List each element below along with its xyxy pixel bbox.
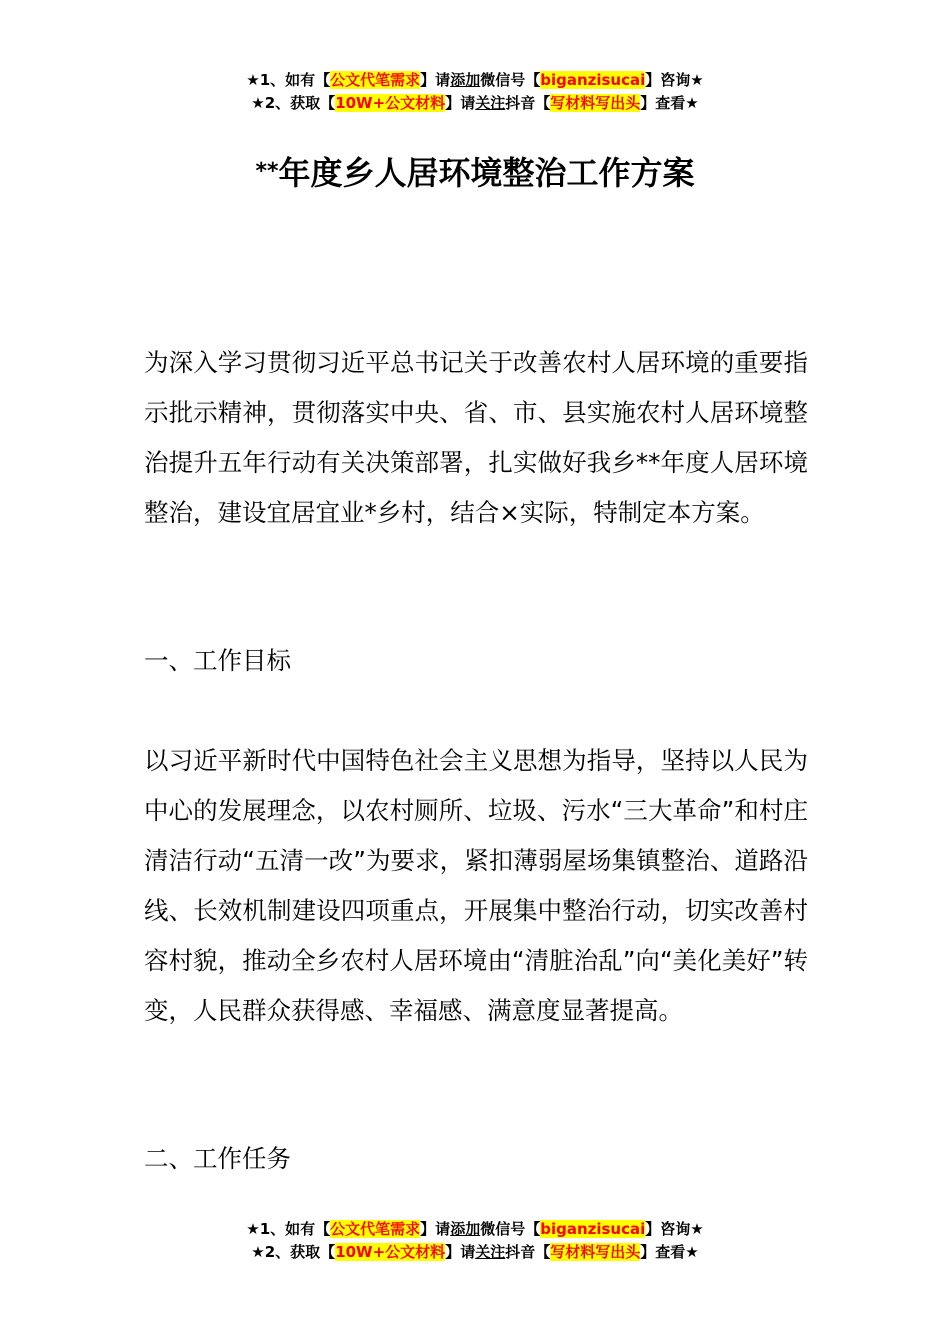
promo-line-1 xyxy=(0,1218,950,1241)
promo-line-2 xyxy=(0,92,950,115)
promo-highlight-ghostwriting: 公文代笔需求 xyxy=(330,1220,421,1238)
promo-highlight-ghostwriting: 公文代笔需求 xyxy=(330,71,421,89)
work-goals-paragraph: 以习近平新时代中国特色社会主义思想为指导，坚持以人民为中心的发展理念，以农村厕所、垃圾、污水“三大革命”和村庄清洁行动“五清一改”为要求，紧扣薄弱屋场集镇整治、道路沿线、长效机制建设四项重点，开展集中整治行动，切实改善村容村貌，推动全乡农村人居环境由“清脏治乱”向“美化美好”转变，人民群众获得感、幸福感、满意度显著提高。 xyxy=(144,746,808,1025)
promo-underlined-follow: 关注 xyxy=(475,1243,506,1261)
document-title xyxy=(0,150,950,195)
promo-line-1-suffix: 】咨询★ xyxy=(645,71,704,89)
promo-line-2-mid2: 抖音【 xyxy=(505,1243,551,1261)
footer-promo-banner xyxy=(0,1218,950,1264)
promo-line-2-mid: 】请 xyxy=(445,94,476,112)
promo-highlight-wechat-id: biganzisucai xyxy=(540,71,646,89)
promo-line-2-suffix: 】查看★ xyxy=(640,94,699,112)
header-promo-banner xyxy=(0,69,950,115)
promo-line-2-suffix: 】查看★ xyxy=(640,1243,699,1261)
promo-line-2-mid: 】请 xyxy=(445,1243,476,1261)
promo-line-1-mid: 】请 xyxy=(420,71,451,89)
promo-line-2-prefix: ★2、获取【 xyxy=(251,94,336,112)
promo-highlight-wechat-id: biganzisucai xyxy=(540,1220,646,1238)
promo-underlined-add: 添加 xyxy=(450,1220,481,1238)
promo-line-1-mid2: 微信号【 xyxy=(480,71,541,89)
promo-underlined-follow: 关注 xyxy=(475,94,506,112)
promo-line-1-mid2: 微信号【 xyxy=(480,1220,541,1238)
intro-paragraph: 为深入学习贯彻习近平总书记关于改善农村人居环境的重要指示批示精神，贯彻落实中央、省、市、县实施农村人居环境整治提升五年行动有关决策部署，扎实做好我乡**年度人居环境整治，建设宜居宜业*乡村，结合×实际，特制定本方案。 xyxy=(144,348,808,527)
promo-highlight-douyin-account: 写材料写出头 xyxy=(550,1243,641,1261)
promo-highlight-douyin-account: 写材料写出头 xyxy=(550,94,641,112)
section-heading-work-goals: 一、工作目标 xyxy=(144,646,291,675)
title-stars: ** xyxy=(255,159,279,184)
promo-line-1 xyxy=(0,69,950,92)
promo-line-1-prefix: ★1、如有【 xyxy=(246,1220,331,1238)
title-text: 年度乡人居环境整治工作方案 xyxy=(278,154,695,192)
promo-line-2-mid2: 抖音【 xyxy=(505,94,551,112)
promo-line-2-prefix: ★2、获取【 xyxy=(251,1243,336,1261)
promo-line-1-mid: 】请 xyxy=(420,1220,451,1238)
promo-line-1-suffix: 】咨询★ xyxy=(645,1220,704,1238)
promo-line-1-prefix: ★1、如有【 xyxy=(246,71,331,89)
promo-underlined-add: 添加 xyxy=(450,71,481,89)
promo-highlight-materials: 10W+公文材料 xyxy=(335,1243,446,1261)
promo-highlight-materials: 10W+公文材料 xyxy=(335,94,446,112)
promo-line-2 xyxy=(0,1241,950,1264)
section-heading-work-tasks: 二、工作任务 xyxy=(144,1144,291,1173)
